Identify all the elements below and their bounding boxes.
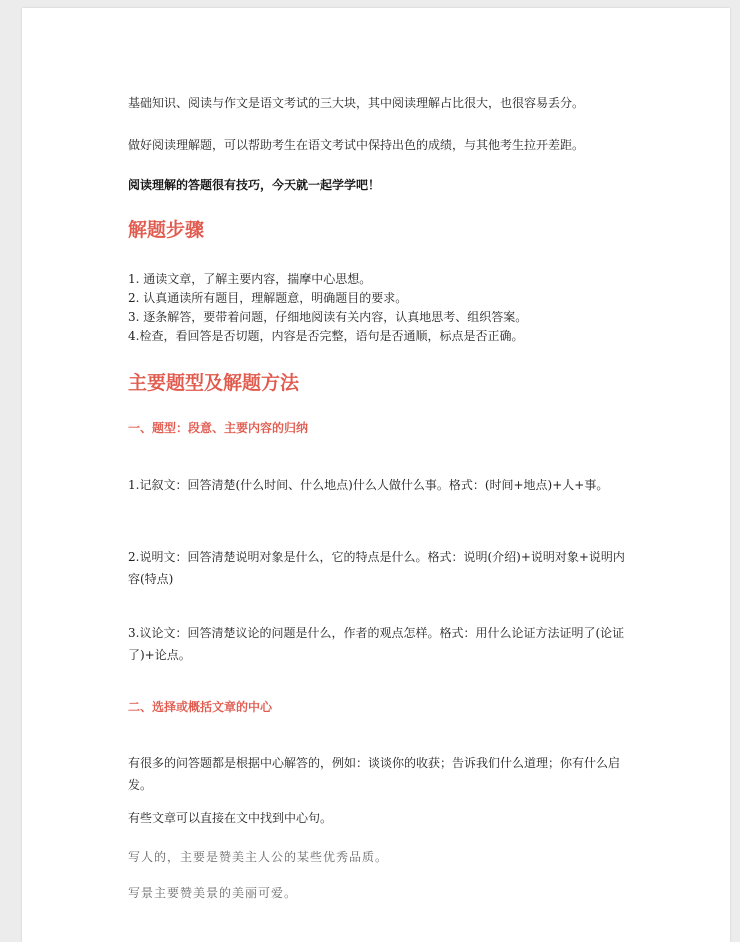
list-item: 2. 认真通读所有题目，理解题意，明确题目的要求。 (128, 291, 408, 305)
list-item: 3. 逐条解答，要带着问题，仔细地阅读有关内容，认真地思考、组织答案。 (128, 310, 528, 324)
type2-paragraph-2: 有些文章可以直接在文中找到中心句。 (128, 811, 333, 825)
type1-title: 一、题型：段意、主要内容的归纳 (128, 421, 309, 435)
type1-item-argumentative: 3.议论文：回答清楚议论的问题是什么，作者的观点怎样。格式：用什么论证方法证明了(论证了)+论点。 (128, 626, 625, 662)
list-item: 1. 通读文章，了解主要内容，揣摩中心思想。 (128, 272, 372, 286)
type1-item-expository: 2.说明文：回答清楚说明对象是什么，它的特点是什么。格式：说明(介绍)+说明对象+说明内容(特点) (128, 550, 625, 586)
types-heading: 主要题型及解题方法 (128, 372, 300, 394)
type1-item-narrative: 1.记叙文：回答清楚(什么时间、什么地点)什么人做什么事。格式：(时间+地点)+人+事。 (128, 478, 609, 492)
intro-paragraph-1: 基础知识、阅读与作文是语文考试的三大块，其中阅读理解占比很大，也很容易丢分。 (128, 96, 585, 110)
steps-heading: 解题步骤 (128, 219, 205, 241)
document-page (22, 8, 730, 942)
type2-paragraph-1: 有很多的问答题都是根据中心解答的，例如：谈谈你的收获；告诉我们什么道理；你有什么启发。 (128, 756, 621, 792)
intro-paragraph-3: 阅读理解的答题很有技巧，今天就一起学学吧！ (128, 178, 381, 192)
type2-paragraph-3: 写人的，主要是赞美主人公的某些优秀品质。 (128, 850, 389, 864)
type2-title: 二、选择或概括文章的中心 (128, 700, 273, 714)
type2-paragraph-4: 写景主要赞美景的美丽可爱。 (128, 886, 298, 900)
list-item: 4.检查，看回答是否切题，内容是否完整，语句是否通顺，标点是否正确。 (128, 329, 524, 343)
intro-paragraph-2: 做好阅读理解题，可以帮助考生在语文考试中保持出色的成绩，与其他考生拉开差距。 (128, 138, 585, 152)
steps-list (128, 270, 628, 346)
